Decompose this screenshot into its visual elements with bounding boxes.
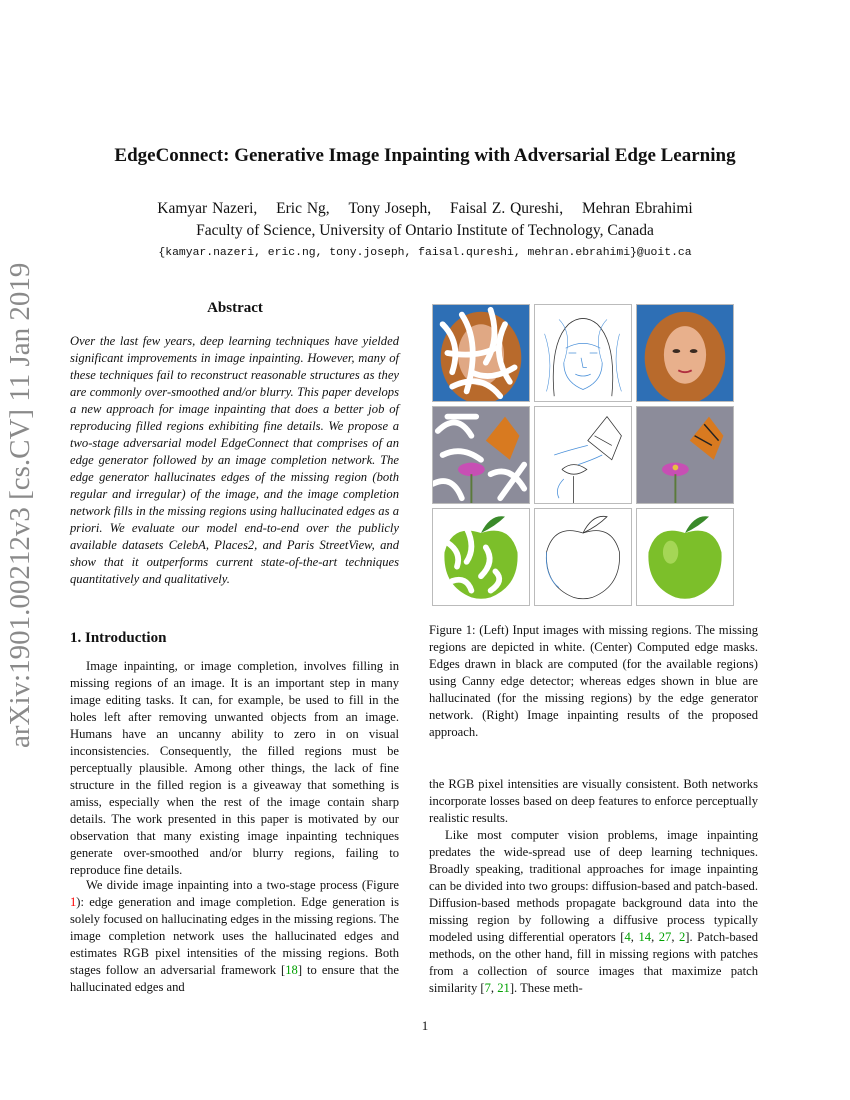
text-run: ]. Patch-based methods, on the other hand, fill in missing regions with patches from a collection of source images that maximize patch similarity [ [429, 930, 759, 995]
abstract-heading: Abstract [207, 300, 263, 316]
author-list [0, 200, 850, 218]
citation-link[interactable]: 27 [658, 930, 672, 944]
author: Kamyar Nazeri, [157, 200, 258, 217]
face-output-image [636, 304, 734, 402]
figure-1 [432, 304, 736, 608]
intro-paragraph-4: Like most computer vision problems, image inpainting predates the wide-spread use of deep learning techniques. Broadly speaking, traditional approaches for image inpainting can be divided into two groups: diffusion-based and patch-based. Diffusion-based methods propagate background data into the missing region by following a diffusive process typically modeled using differential operators [4, 14, 27, 2]. Patch-based methods, on the other hand, fill in missing regions with patches from a collection of source images that maximize patch similarity [7, 21]. These meth- [429, 828, 759, 995]
section-heading-introduction: 1. Introduction [70, 630, 167, 646]
arxiv-stamp: arXiv:1901.00212v3 [cs.CV] 11 Jan 2019 [4, 262, 36, 748]
butterfly-input-image [432, 406, 530, 504]
page-number: 1 [421, 1018, 429, 1033]
author: Eric Ng, [276, 200, 330, 217]
butterfly-edge-map [534, 406, 632, 504]
face-edge-map [534, 304, 632, 402]
citation-link[interactable]: 14 [638, 930, 652, 944]
email-list: {kamyar.nazeri, eric.ng, tony.joseph, faisal.qureshi, mehran.ebrahimi}@uoit.ca [158, 247, 692, 259]
intro-paragraph-2 [70, 877, 399, 996]
text-run: We divide image inpainting into a two-stage process (Figure [86, 878, 399, 892]
figure-ref-link[interactable]: 1 [70, 895, 77, 909]
text-run: Like most computer vision problems, image inpainting predates the wide-spread use of deep learning techniques. Broadly speaking, traditional approaches for image inpainting can be divided into two groups: diffusion-based and patch-based. Diffusion-based methods propagate background data into the missing region by following a diffusive process typically modeled using differential operators [ [429, 828, 758, 944]
author: Tony Joseph, [348, 200, 432, 217]
citation-link[interactable]: 18 [285, 963, 298, 977]
author: Faisal Z. Qureshi, [450, 200, 564, 217]
abstract-text: Over the last few years, deep learning techniques have yielded significant improvements in image inpainting. However, many of these techniques fail to reconstruct reasonable structures as they are commonly over-smoothed and/or blurry. This paper develops a new approach for image inpainting that does a better job of reproducing filled regions exhibiting fine details. We propose a two-stage adversarial model EdgeConnect that comprises of an edge generator followed by an image completion network. The edge generator hallucinates edges of the missing region (both regular and irregular) of the image, and the image completion network fills in the missing regions using hallucinated edges as a priori. We evaluate our model end-to-end over the publicly available datasets CelebA, Places2, and Paris StreetView, and show that it outperforms current state-of-the-art techniques quantitatively and qualitatively. [70, 334, 399, 586]
text-run: ]. These meth- [509, 981, 583, 995]
citation-link[interactable]: 2 [679, 930, 686, 944]
figure-caption: Figure 1: (Left) Input images with missing regions. The missing regions are depicted in white. (Center) Computed edge masks. Edges drawn in black are computed (for the available regions) using Canny edge detector; whereas edges shown in blue are hallucinated (for the missing regions) by the edge generator network. (Right) Image inpainting results of the proposed approach. [429, 623, 758, 739]
face-input-image [432, 304, 530, 402]
citation-link[interactable]: 7 [484, 981, 491, 995]
intro-paragraph-3: the RGB pixel intensities are visually consistent. Both networks incorporate losses based on deep features to enforce perceptually realistic results. [429, 777, 758, 825]
affiliation: Faculty of Science, University of Ontario Institute of Technology, Canada [196, 222, 654, 239]
citation-link[interactable]: 21 [497, 981, 510, 995]
butterfly-output-image [636, 406, 734, 504]
apple-edge-map [534, 508, 632, 606]
text-run: ): edge generation and image completion. Edge generation is solely focused on hallucinating edges in the missing regions. The image completion network uses the hallucinated edges and estimates RGB pixel intensities of the missing regions. Both stages follow an adversarial framework [ [70, 895, 399, 977]
apple-output-image [636, 508, 734, 606]
intro-paragraph-1: Image inpainting, or image completion, involves filling in missing regions of an image. It is an important step in many image editing tasks. It can, for example, be used to fill in the holes left after removing unwanted objects from an image. Humans have an uncanny ability to zero in on visual inconsistencies. Consequently, the filled regions must be perceptually plausible. Among other things, the lack of fine structure in the filled region is a giveaway that something is amiss, especially when the rest of the image contain sharp details. The work presented in this paper is motivated by our observation that many existing image inpainting techniques generate over-smoothed and/or blurry regions, failing to reproduce fine details. [70, 659, 399, 877]
citation-link[interactable]: 4 [624, 930, 631, 944]
author: Mehran Ebrahimi [581, 200, 693, 217]
paper-title: EdgeConnect: Generative Image Inpainting with Adversarial Edge Learning [114, 145, 736, 166]
apple-input-image [432, 508, 530, 606]
text-run: ] to ensure that the hallucinated edges and [70, 963, 399, 994]
